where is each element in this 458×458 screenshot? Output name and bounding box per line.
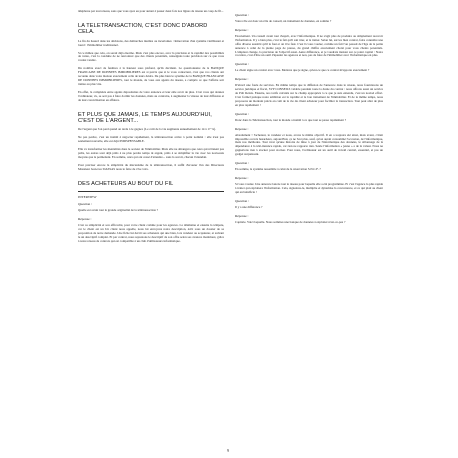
left-paragraph: Elle va transformer les mentalités dans le secteur de l'immobilier. Mais elle ne dérangera que ceux qui n'étaient pas prêts, les autres sont déjà prêts à ne plus perdre temps ni argent, prêts à se simplifier la vie avec les nouveaux moyens que le permettent. En somme, ceux qui ont cessé d'attendre... sans la savoir, chacun l'attendait.	[78, 147, 224, 159]
left-heading: LA TELETRANSACTION, C'EST DONC D'ABORD CELA.	[78, 22, 208, 36]
left-label: Question :	[78, 201, 93, 206]
left-heading: ET PLUS QUE JAMAIS, LE TEMPS AUJOURD'HUI, C'EST DE L'ARGENT...	[78, 111, 212, 124]
left-paragraph: Ne pas perdre, c'est un intérêt à négocier rapidement, la télétransaction arrive à point nommé : elle n'est pas seulement nouvelle, elle est déjà INDISPENSABLE.	[78, 135, 224, 144]
right-paragraph: Donc dans la Télétransaction, tout le monde a intérêt à ce que tout se passe rapidement ?	[235, 117, 347, 122]
right-paragraph: Si vous voulez. Une annonce lancée tout le réseau pour laquelle elle a été programmée. Et c'est l'agence la plus rapide à traiter qui exploitera l'information. Cela, signalons-le, multiplie et dynamise la concurrence, et ce qui plait au client qui en bénéficie !	[235, 181, 383, 194]
right-paragraph: Votre rôle est donc un rôle de conseil, un traitement de données, en somme ?	[235, 19, 332, 23]
right-label: Question :	[235, 111, 250, 116]
right-label: Réponse :	[235, 77, 249, 82]
right-paragraph: Exactement. Un conseil avant tout d'esprit, avec l'informatique. Il ne s'agit plus de produire ou simplement recevoir l'information. Il y a bien plus, c'est le fait qu'il sait trier, et la traiter. Selon lui, sur les bien contrat, faire connaître une offre diverse aussitôt qu'il le faut et où il le faut. C'est là vous voulez, comme un fait l'on passait de l'âge de la petite annonce à celui de la pleine page de presse, du grand chiffre exactement choisi pour vous clients potentiels. L'ampleur change, la précision de l'objectif aussi. Autre différence, et je voudrais insister sur ce point capital : Notre vocation, c'est d'être un outil d'épauler les agences et non, pas de faire de l'immobilier avec l'informatique en plus.	[235, 33, 383, 58]
left-paragraph: De l'argent que l'on perd quand on tarde à le gagner. (Le coût de la vie augmente annuellement de 14 à 17 %).	[78, 127, 216, 132]
right-label: Question :	[235, 198, 250, 203]
page-number: 9	[227, 448, 229, 453]
left-label: INTERVIEW	[78, 194, 97, 199]
left-paragraph: La fin du hasard dans les décisions, des démarches inutiles ou incertaines : Rénovation d'un système vieillissant et lourd : l'immobilier traditionnel.	[78, 38, 224, 47]
left-paragraph: En effet, la complétée entre agents dépositaires de votre annonce et leur zèle avoir de plus. C'est vous qui donnez l'ordinateur, vu, se sert pas à faire dormir les données, mais au contraire, à augmenter la vitesse de leur diffusion et de leur concrétisation en affaires.	[78, 89, 224, 102]
left-paragraph: Pour préciser encore la simplicité du mécanisme de la télétransaction, il suffit d'écouter l'un des Directeurs Monsieur Jean-Luc DASSAS nous le faire de vive voix.	[78, 162, 224, 171]
left-paragraph: Du nombre exact de fenêtres à la hauteur sous plafond, qu'ils décident. Le questionnaire de la BANQUE FRANCAISE DE DONNEES IMMOBILIERES est si précis que si le vous contactent, c'est que vos clients ont reconnu dans votre maison exactement celle de leurs désirs. De plus bien le système de la BANQUE FRANCAISE DE DONNEES IMMOBILIERES, tout le monde, de vous aux agents du réseau, a compris ce que l'affaire soit traitée au plus vite.	[78, 66, 224, 86]
right-label: Question :	[235, 13, 250, 17]
right-paragraph: D'abord une foule de services. En même temps que la diffusion de l'annonce dans le réseau, nous fournissons un service juridique et fiscal, SVP CONSEILS valable pendant toute la durée du contrat : nous offrons aussi un service de Prêt Relais. Ensuite, nos tarifs calculés sur le champ appropriés à ce que je suis entendu, c'est un nouvel effort. C'est formel puisque notre ambition est la rapidité et le bon traitement de l'immobilier. Et de le même temps, nous proposons un montant précis en coût de la vie du client acheteur pour faciliter la transaction. Tout peut aller de plus en plus rapidement !	[235, 83, 383, 107]
right-label: Réponse :	[235, 175, 249, 180]
right-paragraph: En somme, le système ressemble à celui de la réservation S.N.C.F. ?	[235, 167, 321, 172]
left-column	[78, 10, 224, 247]
right-paragraph: Il y a une différence ?	[235, 204, 263, 209]
left-paragraph: téléphone par tout réseau, sans que vous ayez eu pour autant à passer deux fois nos lignes de réseau un coup de fil...	[78, 9, 224, 13]
left-paragraph: C'est sa simplicité et son efficacité, pour votre client comme pour les agences. La télémaine et ensuite la télépaie, car le client est un Un client nous appelle, nous lui envoyons notre description, écrit sous un dossier de sa proposition de notre demande. Une fiche lui décrit ses acheteurs qui une bien, lors vendeur ou acquéreur, et suivant le un descriptif complet. Et par contrat, nous reprenons le descriptif de son offre selon ses avances matériaux, grâce à notre réseau de contrats qui est compatible à un club d'utilisateurs informatique.	[78, 222, 224, 243]
left-heading: DES ACHETEURS AU BOUT DU FIL	[78, 180, 174, 187]
right-paragraph: Capitale. Voici laquelle. Nous sommes une banque de données à exploiter n'est-ce-pas ?	[235, 219, 346, 224]
right-paragraph: Le client signe un contrat avec vous. Mettons que je signe, qu'est-ce que ce contrat m'apporte exactement ?	[235, 68, 370, 73]
right-label: Réponse :	[235, 126, 249, 131]
right-column	[235, 10, 383, 228]
left-rule	[78, 191, 224, 192]
left-paragraph: Quelle est avant tout la grande originalité de la télétransaction ?	[78, 207, 159, 212]
right-label: Question :	[235, 161, 250, 166]
right-paragraph: Absolument ! l'acheteur, le vendeur et nous, avons le même objectif. Il en a toujours été ainsi, mais avant, c'était impossible ou très hasardeux, aujourd'hui, ça ne l'est plus, sauf, qu'on aurait consommé l'occasion, de l'informatique, mais nos méthodes. Tout n'est qu'une histoire de mise à jour de l'informatique des données, le sillonnage de la dépendance à la télé-instance rapide, car rien ne rapporte rien. Seule l'information « jeune » a de la valeur. Nous ne gagnerions rien à stocker pour stocker. Pour nous, l'ordinateur est un outil de travail central, essentiel, et pas un gadget surpuissant.	[235, 132, 383, 157]
right-label: Réponse :	[235, 213, 249, 218]
left-paragraph: Si ce milieu que cela, on serait déjà énorme. Mais c'est plus encore, avec la précision et la rapidité des possibilités de vente, c'est la conduite de ne rencontrer que des clients potentiels, renseignés toute précision sur ce que vous voulez vendre.	[78, 50, 224, 63]
right-label: Question :	[235, 62, 250, 67]
left-label: Réponse :	[78, 216, 92, 221]
right-label: Réponse :	[235, 27, 249, 32]
